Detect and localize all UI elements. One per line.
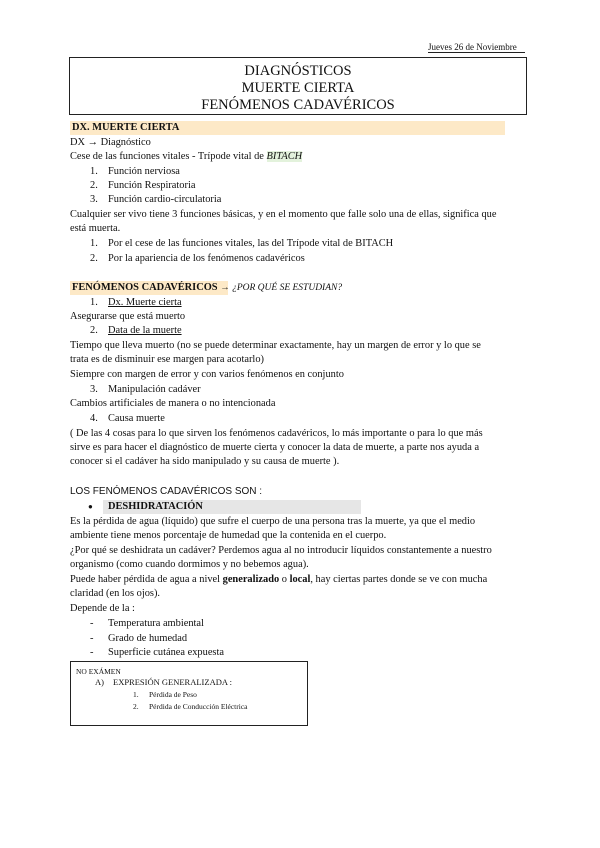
paragraph-line-2: está muerta. [70, 223, 121, 234]
reason-text-2-line-2: trata es de disminuir ese margen para acotarlo) [70, 354, 264, 365]
p3-post: , hay ciertas partes donde se ve con mucha [310, 574, 488, 585]
title-box [69, 57, 527, 115]
summary-line-1: ( De las 4 cosas para lo que sirven los fenómenos cadavéricos, lo más importante o para lo que más [70, 428, 483, 439]
reason-text-2-line-1: Tiempo que lleva muerto (no se puede determinar exactamente, hay un margen de error y lo que se [70, 340, 481, 351]
p3-local: local [289, 574, 311, 585]
factor-item-3: Superficie cutánea expuesta [108, 647, 224, 658]
reason-item-4: Causa muerte [108, 413, 165, 424]
cese-prefix: Cese de las funciones vitales - Trípode vital de [70, 151, 267, 162]
summary-line-2: sirve es para hacer el diagnóstico de muerte cierta y conocer la data de muerte, a parte nos ayuda a [70, 442, 480, 453]
p3-pre: Puede haber pérdida de agua a nivel [70, 574, 223, 585]
factor-dash-3: - [90, 647, 94, 658]
factor-item-2: Grado de humedad [108, 633, 188, 644]
section1-heading: DX. MUERTE CIERTA [72, 122, 180, 133]
bullet-icon: ● [88, 502, 93, 511]
section2-question: → ¿POR QUÉ SE ESTUDIAN? [220, 283, 343, 293]
factor-item-1: Temperatura ambiental [108, 618, 204, 629]
bitach-highlight: BITACH [266, 151, 303, 162]
deshidratacion-heading: DESHIDRATACIÓN [108, 501, 203, 512]
section3-heading: LOS FENÓMENOS CADAVÉRICOS SON : [70, 486, 263, 497]
paragraph-line-1: Cualquier ser vivo tiene 3 funciones básicas, y en el momento que falle solo una de ellas, significa que [70, 209, 497, 220]
function-item-1: Función nerviosa [108, 166, 180, 177]
cese-line [70, 150, 302, 164]
dehydration-p2-line-1: ¿Por qué se deshidrata un cadáver? Perdemos agua al no introducir líquidos constantemente a nuestro [70, 545, 492, 556]
reason-num-3: 3. [90, 384, 98, 395]
section2-heading-line [72, 281, 342, 295]
title-line-3: FENÓMENOS CADAVÉRICOS [201, 97, 395, 113]
date-underline [428, 52, 525, 53]
date-header: Jueves 26 de Noviembre [428, 42, 517, 52]
reason-num-2: 2. [90, 325, 98, 336]
depends-label: Depende de la : [70, 603, 135, 614]
dehydration-p1-line-2: ambiente tiene menos porcentaje de humedad que la contenida en el cuerpo. [70, 530, 387, 541]
reason-num-1: 1. [90, 297, 98, 308]
reason-text-2-line-3: Siempre con margen de error y con varios fenómenos en conjunto [70, 369, 344, 380]
note-item: EXPRESIÓN GENERALIZADA : [113, 677, 232, 687]
function-item-2: Función Respiratoria [108, 180, 196, 191]
summary-line-3: conocer si el cadáver ha sido manipulado y su causa de muerte ). [70, 456, 340, 467]
dehydration-p3-line-2: claridad (en los ojos). [70, 588, 161, 599]
note-item-letter: A) [95, 677, 104, 687]
factor-dash-1: - [90, 618, 94, 629]
p3-mid: o [279, 574, 290, 585]
function-item-3: Función cardio-circulatoria [108, 194, 222, 205]
title-line-2: MUERTE CIERTA [241, 80, 355, 96]
note-label: NO EXÁMEN [76, 667, 121, 676]
dehydration-p2-line-2: organismo (como cuando dormimos y no bebemos agua). [70, 559, 309, 570]
title-line-1: DIAGNÓSTICOS [244, 63, 352, 79]
reason-item-2: Data de la muerte [108, 325, 182, 336]
section2-heading: FENÓMENOS CADAVÉRICOS [72, 282, 218, 293]
point-item-2: Por la apariencia de los fenómenos cadavéricos [108, 253, 305, 264]
note-subitem-num-2: 2. [133, 702, 139, 711]
note-subitem-1: Pérdida de Peso [149, 690, 197, 699]
point-item-1: Por el cese de las funciones vitales, las del Trípode vital de BITACH [108, 238, 394, 249]
point-num-1: 1. [90, 238, 98, 249]
dx-definition: DX → Diagnóstico [70, 137, 151, 148]
note-subitem-num-1: 1. [133, 690, 139, 699]
point-num-2: 2. [90, 253, 98, 264]
reason-item-1: Dx. Muerte cierta [108, 297, 182, 308]
note-box [70, 661, 308, 726]
p3-generalizado: generalizado [222, 574, 280, 585]
reason-text-3: Cambios artificiales de manera o no intencionada [70, 398, 276, 409]
reason-text-1: Asegurarse que está muerto [70, 311, 186, 322]
reason-num-4: 4. [90, 413, 98, 424]
reason-item-3: Manipulación cadáver [108, 384, 201, 395]
function-num-2: 2. [90, 180, 98, 191]
function-num-1: 1. [90, 166, 98, 177]
dehydration-p3-line-1 [70, 573, 487, 587]
function-num-3: 3. [90, 194, 98, 205]
dehydration-p1-line-1: Es la pérdida de agua (líquido) que sufre el cuerpo de una persona tras la muerte, ya que el medio [70, 516, 476, 527]
note-subitem-2: Pérdida de Conducción Eléctrica [149, 702, 248, 711]
factor-dash-2: - [90, 633, 94, 644]
